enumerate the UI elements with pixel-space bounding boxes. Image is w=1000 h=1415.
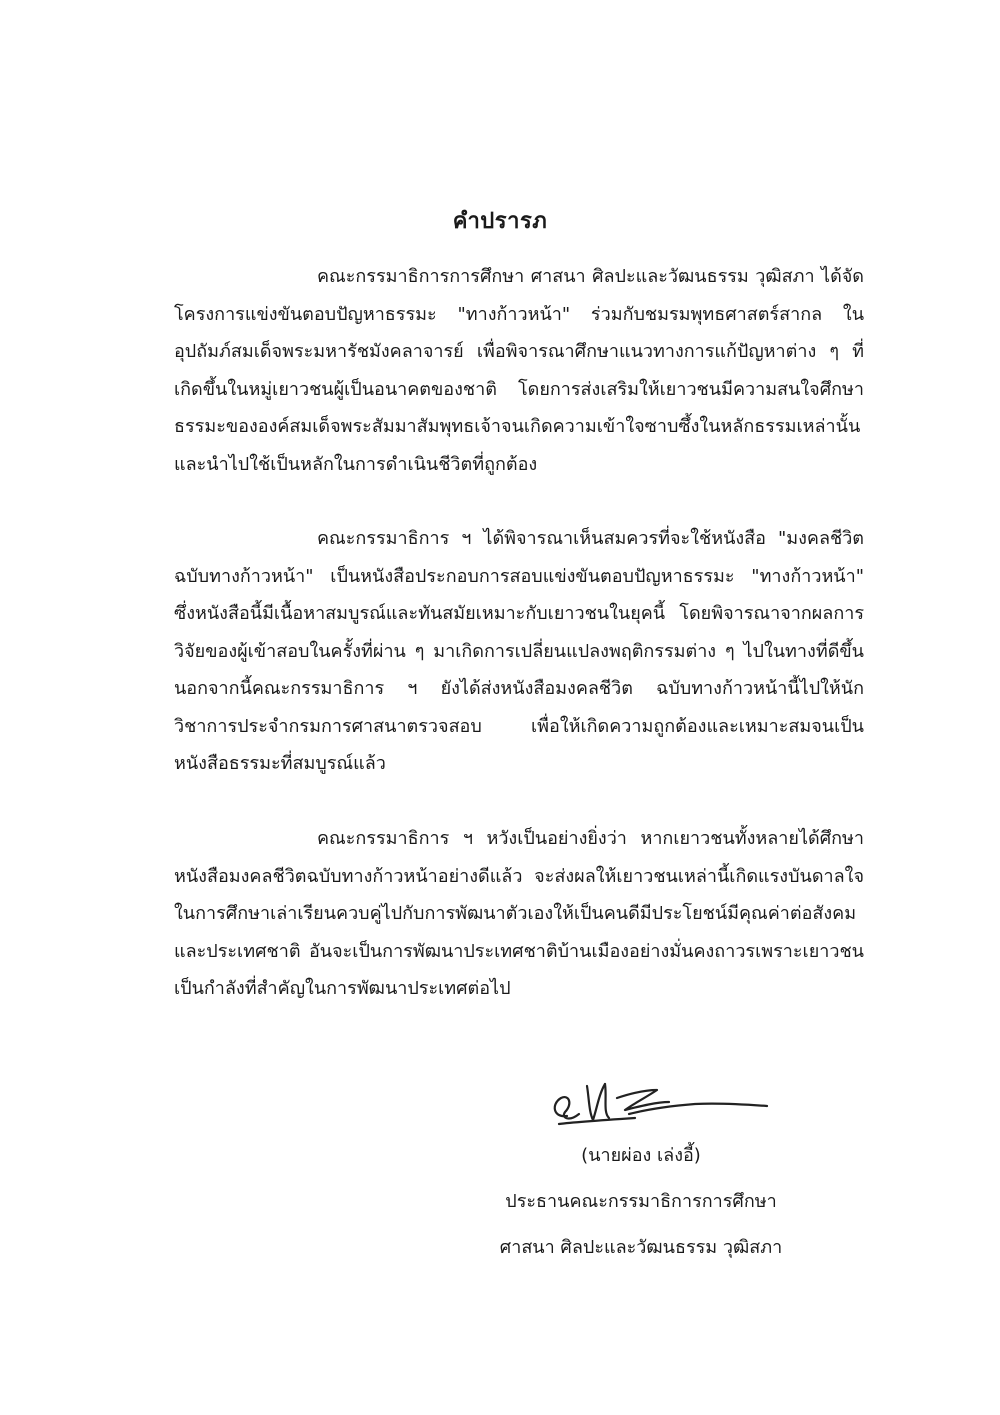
signatory-name: (นายผ่อง เล่งอี้): [581, 1145, 701, 1166]
handwritten-signature: [545, 1068, 775, 1138]
paragraph-1: คณะกรรมาธิการการศึกษา ศาสนา ศิลปะและวัฒนธรรม วุฒิสภา ได้จัดโครงการแข่งขันตอบปัญหาธรรมะ "ทางก้าวหน้า" ร่วมกับชมรมพุทธศาสตร์สากล ในอุปถัมภ์สมเด็จพระมหารัชมังคลาจารย์ เพื่อพิจารณาศึกษาแนวทางการแก้ปัญหาต่าง ๆ ที่เกิดขึ้นในหมู่เยาวชนผู้เป็นอนาคตของชาติ โดยการส่งเสริมให้เยาวชนมีความสนใจศึกษาธรรมะขององค์สมเด็จพระสัมมาสัมพุทธเจ้าจนเกิดความเข้าใจซาบซึ้งในหลักธรรมเหล่านั้นและนำไปใช้เป็นหลักในการดำเนินชีวิตที่ถูกต้อง: [174, 266, 864, 475]
paragraph-3: คณะกรรมาธิการ ฯ หวังเป็นอย่างยิ่งว่า หากเยาวชนทั้งหลายได้ศึกษาหนังสือมงคลชีวิตฉบับทางก้าวหน้าอย่างดีแล้ว จะส่งผลให้เยาวชนเหล่านี้เกิดแรงบันดาลใจในการศึกษาเล่าเรียนควบคู่ไปกับการพัฒนาตัวเองให้เป็นคนดีมีประโยชน์มีคุณค่าต่อสังคมและประเทศชาติ อันจะเป็นการพัฒนาประเทศชาติบ้านเมืองอย่างมั่นคงถาวรเพราะเยาวชนเป็นกำลังที่สำคัญในการพัฒนาประเทศต่อไป: [174, 828, 864, 999]
paragraph-2: คณะกรรมาธิการ ฯ ได้พิจารณาเห็นสมควรที่จะใช้หนังสือ "มงคลชีวิต ฉบับทางก้าวหน้า" เป็นหนังสือประกอบการสอบแข่งขันตอบปัญหาธรรมะ "ทางก้าวหน้า" ซึ่งหนังสือนี้มีเนื้อหาสมบูรณ์และทันสมัยเหมาะกับเยาวชนในยุคนี้ โดยพิจารณาจากผลการวิจัยของผู้เข้าสอบในครั้งที่ผ่าน ๆ มาเกิดการเปลี่ยนแปลงพฤติกรรมต่าง ๆ ไปในทางที่ดีขึ้น นอกจากนี้คณะกรรมาธิการ ฯ ยังได้ส่งหนังสือมงคลชีวิต ฉบับทางก้าวหน้านี้ไปให้นักวิชาการประจำกรมการศาสนาตรวจสอบ เพื่อให้เกิดความถูกต้องและเหมาะสมจนเป็นหนังสือธรรมะที่สมบูรณ์แล้ว: [174, 528, 864, 774]
document-title: คำปรารภ: [452, 209, 548, 234]
signatory-position-line-2: ศาสนา ศิลปะและวัฒนธรรม วุฒิสภา: [499, 1237, 783, 1258]
signatory-position-line-1: ประธานคณะกรรมาธิการการศึกษา: [505, 1191, 777, 1212]
